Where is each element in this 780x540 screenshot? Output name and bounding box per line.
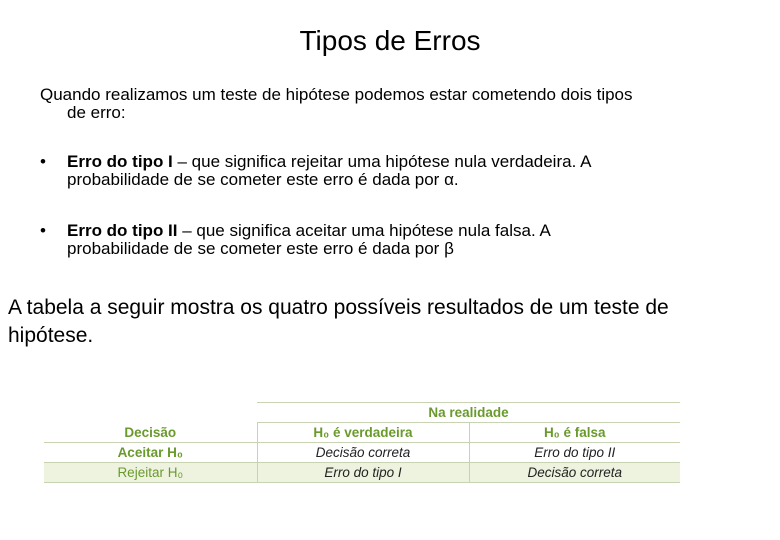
bullet-1-line-1: – que significa rejeitar uma hipótese nula verdadeira. A bbox=[172, 152, 592, 171]
bullet-2-line-1: – que significa aceitar uma hipótese nula falsa. A bbox=[177, 221, 551, 240]
paragraph-line-2: hipótese. bbox=[8, 324, 94, 347]
error-types-table bbox=[44, 402, 680, 483]
bullet-1-term: Erro do tipo I bbox=[67, 152, 173, 171]
bullet-icon: • bbox=[40, 221, 46, 240]
intro-text bbox=[40, 86, 760, 122]
table-cell: Decisão correta bbox=[257, 443, 469, 463]
intro-line-1: Quando realizamos um teste de hipótese podemos estar cometendo dois tipos bbox=[40, 85, 633, 104]
bullet-2-line-2: probabilidade de se cometer este erro é dada por β bbox=[67, 239, 454, 258]
table-cell: Erro do tipo I bbox=[257, 463, 469, 483]
table-header-row bbox=[44, 423, 680, 443]
row-label-rejeitar: Rejeitar H₀ bbox=[44, 463, 257, 483]
table-cell: Decisão correta bbox=[469, 463, 680, 483]
table-corner-cell bbox=[44, 403, 257, 423]
bullet-type-1-error bbox=[40, 153, 760, 189]
table-group-header: Na realidade bbox=[257, 403, 680, 423]
table-intro-paragraph bbox=[8, 294, 776, 350]
bullet-2-term: Erro do tipo II bbox=[67, 221, 178, 240]
table-cell: Erro do tipo II bbox=[469, 443, 680, 463]
paragraph-line-1: A tabela a seguir mostra os quatro possíveis resultados de um teste de bbox=[8, 296, 669, 319]
bullet-icon: • bbox=[40, 152, 46, 171]
row-label-aceitar: Aceitar H₀ bbox=[44, 443, 257, 463]
bullet-1-line-2: probabilidade de se cometer este erro é dada por α. bbox=[67, 170, 459, 189]
table-row bbox=[44, 463, 680, 483]
table-row bbox=[44, 443, 680, 463]
intro-line-2: de erro: bbox=[67, 103, 126, 122]
page-title: Tipos de Erros bbox=[299, 25, 481, 56]
bullet-type-2-error bbox=[40, 222, 760, 258]
table-group-header-row bbox=[44, 403, 680, 423]
column-header-decisao: Decisão bbox=[44, 423, 257, 443]
column-header-h0-verdadeira: H₀ é verdadeira bbox=[257, 423, 469, 443]
column-header-h0-falsa: H₀ é falsa bbox=[469, 423, 680, 443]
